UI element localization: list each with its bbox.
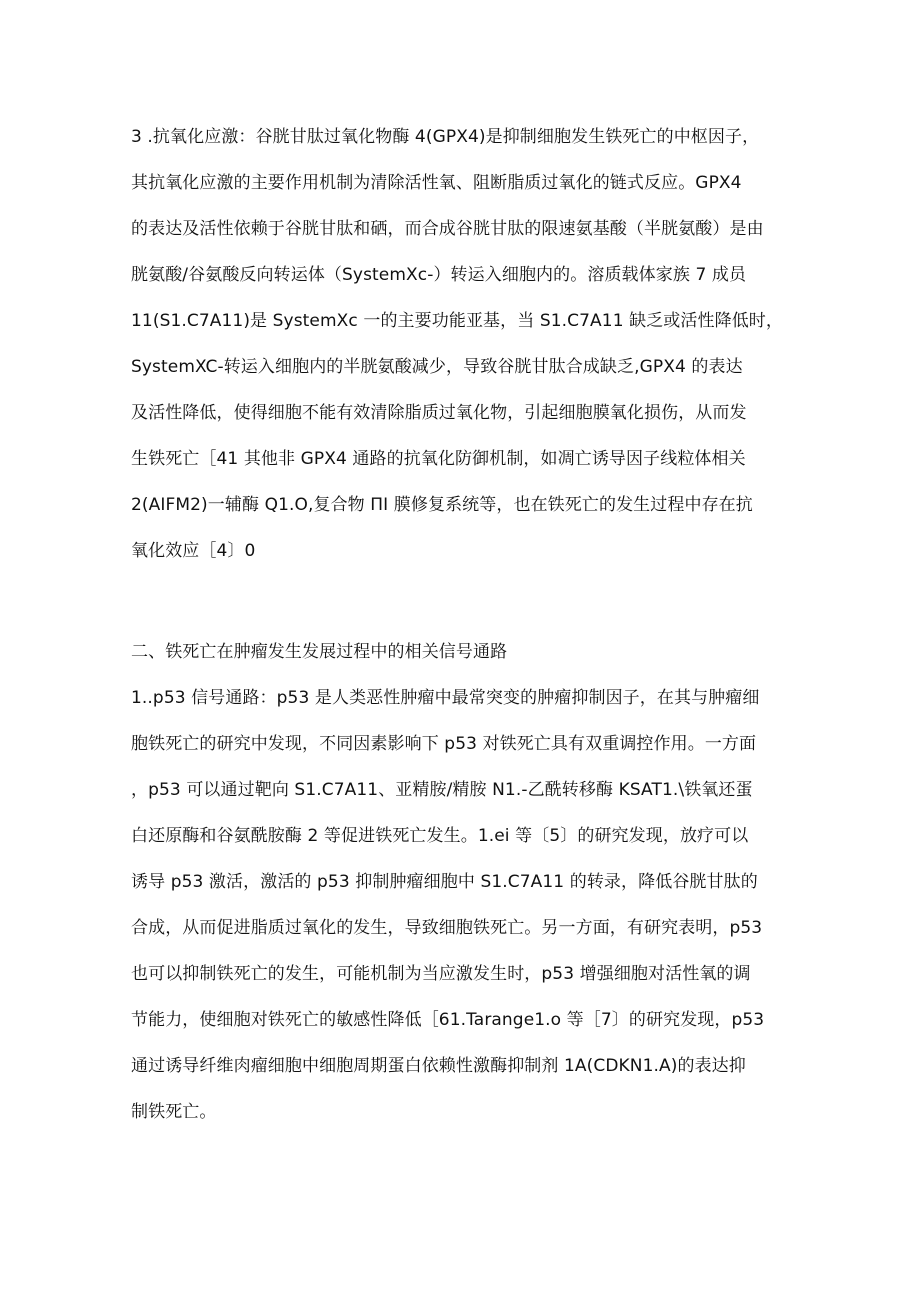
paragraph-line: 也可以抑制铁死亡的发生，可能机制为当应激发生时，p53 增强细胞对活性氧的调 — [131, 964, 751, 984]
paragraph-line: 白还原酶和谷氨酰胺酶 2 等促进铁死亡发生。1.ei 等〔5〕的研究发现，放疗可以 — [131, 826, 749, 846]
paragraph-line: 的表达及活性依赖于谷胱甘肽和硒，而合成谷胱甘肽的限速氨基酸（半胱氨酸）是由 — [131, 219, 764, 239]
paragraph-line: 其抗氧化应激的主要作用机制为清除活性氧、阻断脂质过氧化的链式反应。GPX4 — [131, 173, 742, 193]
paragraph-line: 1..p53 信号通路：p53 是人类恶性肿瘤中最常突变的肿瘤抑制因子，在其与肿瘤细 — [131, 688, 760, 708]
paragraph-line: 合成，从而促进脂质过氧化的发生，导致细胞铁死亡。另一方面，有研究表明，p53 — [131, 918, 763, 938]
paragraph-line: 节能力，使细胞对铁死亡的敏感性降低［61.Tarange1.o 等［7〕的研究发现，p53 — [131, 1010, 765, 1030]
paragraph-line: 胱氨酸/谷氨酸反向转运体（SystemXc-）转运入细胞内的。溶质载体家族 7 成员 — [131, 265, 747, 285]
paragraph-line: 制铁死亡。 — [131, 1102, 217, 1122]
paragraph-line: 及活性降低，使得细胞不能有效清除脂质过氧化物，引起细胞膜氧化损伤，从而发 — [131, 403, 747, 423]
paragraph-line: 2(AIFM2)一辅酶 Q1.O,复合物 ΠI 膜修复系统等，也在铁死亡的发生过程中存在抗 — [131, 495, 753, 515]
paragraph-line: 3 .抗氧化应激：谷胱甘肽过氧化物酶 4(GPX4)是抑制细胞发生铁死亡的中枢因子， — [131, 127, 760, 147]
paragraph-line: SystemXC-转运入细胞内的半胱氨酸减少，导致谷胱甘肽合成缺乏,GPX4 的表达 — [131, 357, 743, 377]
paragraph-line: 氧化效应［4〕0 — [131, 541, 256, 561]
paragraph-line: 生铁死亡［41 其他非 GPX4 通路的抗氧化防御机制，如凋亡诱导因子线粒体相关 — [131, 449, 746, 469]
paragraph-line: 11(S1.C7A11)是 SystemXc 一的主要功能亚基，当 S1.C7A11 缺乏或活性降低时， — [131, 311, 784, 331]
section-heading: 二、铁死亡在肿瘤发生发展过程中的相关信号通路 — [131, 642, 508, 662]
paragraph-line: 诱导 p53 激活，激活的 p53 抑制肿瘤细胞中 S1.C7A11 的转录，降低谷胱甘肽的 — [131, 872, 758, 892]
paragraph-line: ，p53 可以通过靶向 S1.C7A11、亚精胺/精胺 N1.-乙酰转移酶 KSAT1.\铁氧还蛋 — [131, 780, 753, 800]
paragraph-line: 胞铁死亡的研究中发现，不同因素影响下 p53 对铁死亡具有双重调控作用。一方面 — [131, 734, 757, 754]
paragraph-line: 通过诱导纤维肉瘤细胞中细胞周期蛋白依赖性激酶抑制剂 1A(CDKN1.A)的表达抑 — [131, 1056, 746, 1076]
